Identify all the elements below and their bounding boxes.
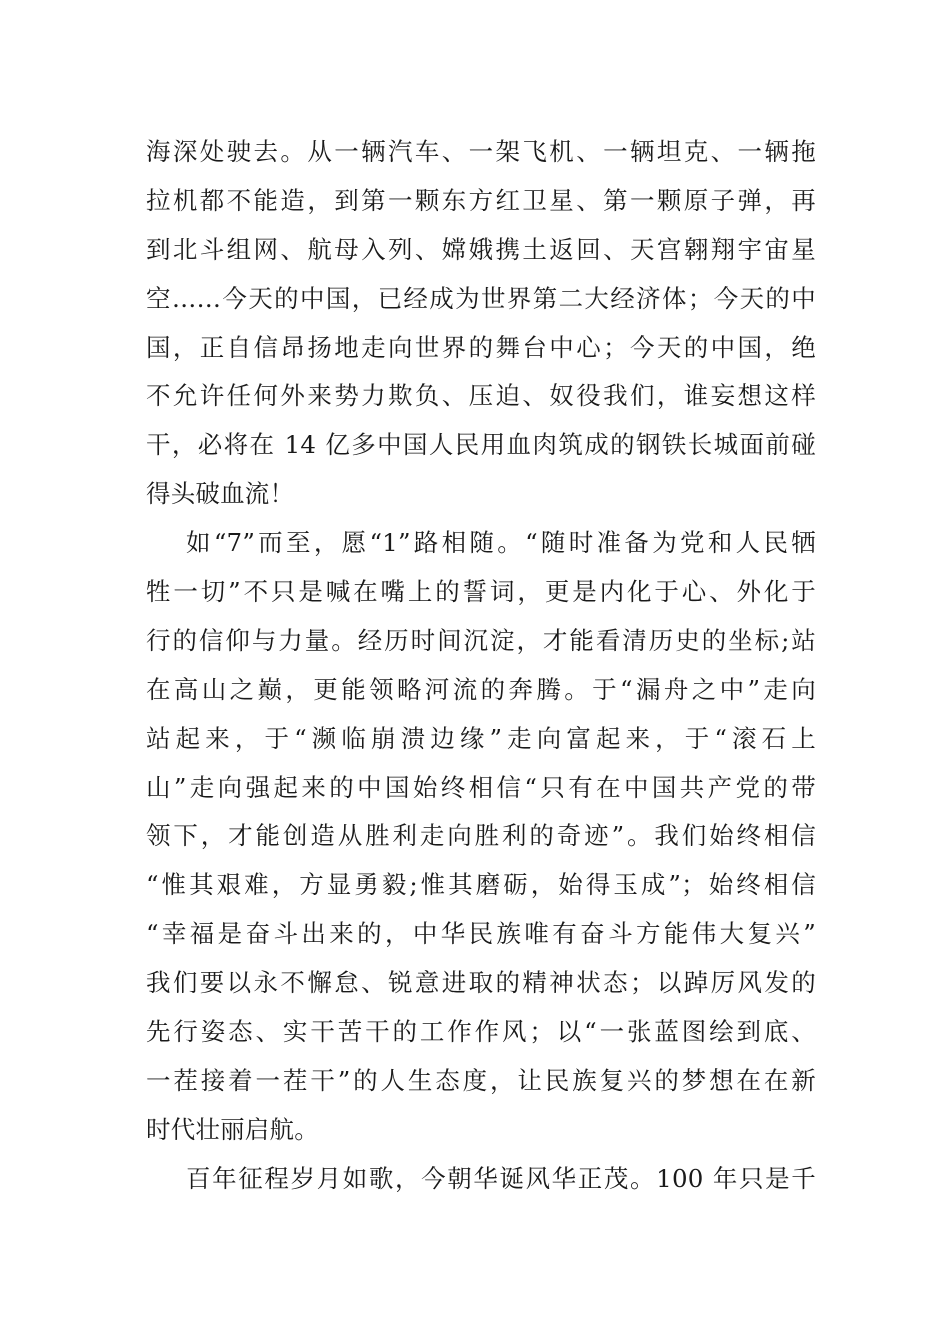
text-line: 先行姿态、实干苦干的工作作风；以“一张蓝图绘到底、 [146,1017,816,1047]
text-line: 国，正自信昂扬地走向世界的舞台中心；今天的中国，绝 [146,332,816,362]
text-line: “幸福是奋斗出来的，中华民族唯有奋斗方能伟大复兴” [146,919,816,949]
text-line: 时代壮丽启航。 [146,1114,319,1144]
text-line: 干，必将在 14 亿多中国人民用血肉筑成的钢铁长城面前碰 [146,430,816,460]
text-line: 到北斗组网、航母入列、嫦娥携土返回、天宫翱翔宇宙星 [146,234,816,264]
text-line: 如“7”而至，愿“1”路相随。“随时准备为党和人民牺 [186,528,816,558]
text-line: 我们要以永不懈怠、锐意进取的精神状态；以踔厉风发的 [146,968,816,998]
text-line: 牲一切”不只是喊在嘴上的誓词，更是内化于心、外化于 [146,577,816,607]
text-line: 在高山之巅，更能领略河流的奔腾。于“漏舟之中”走向 [146,674,816,704]
text-line: 拉机都不能造，到第一颗东方红卫星、第一颗原子弹，再 [146,185,816,215]
text-line: 领下，才能创造从胜利走向胜利的奇迹”。我们始终相信 [146,821,816,851]
body-text [146,128,816,1204]
text-line: 空……今天的中国，已经成为世界第二大经济体；今天的中 [146,283,816,313]
text-line: 一茬接着一茬干”的人生态度，让民族复兴的梦想在在新 [146,1065,816,1095]
text-line: 不允许任何外来势力欺负、压迫、奴役我们，谁妄想这样 [146,381,816,411]
text-line: 百年征程岁月如歌，今朝华诞风华正茂。100 年只是千 [186,1163,816,1193]
text-line: 站起来，于“濒临崩溃边缘”走向富起来，于“滚石上 [146,723,816,753]
text-line: 得头破血流！ [146,479,295,509]
text-line: 山”走向强起来的中国始终相信“只有在中国共产党的带 [146,772,816,802]
text-line: “惟其艰难，方显勇毅;惟其磨砺，始得玉成”；始终相信 [146,870,816,900]
text-line: 海深处驶去。从一辆汽车、一架飞机、一辆坦克、一辆拖 [146,137,816,166]
text-line: 行的信仰与力量。经历时间沉淀，才能看清历史的坐标;站 [146,625,816,655]
